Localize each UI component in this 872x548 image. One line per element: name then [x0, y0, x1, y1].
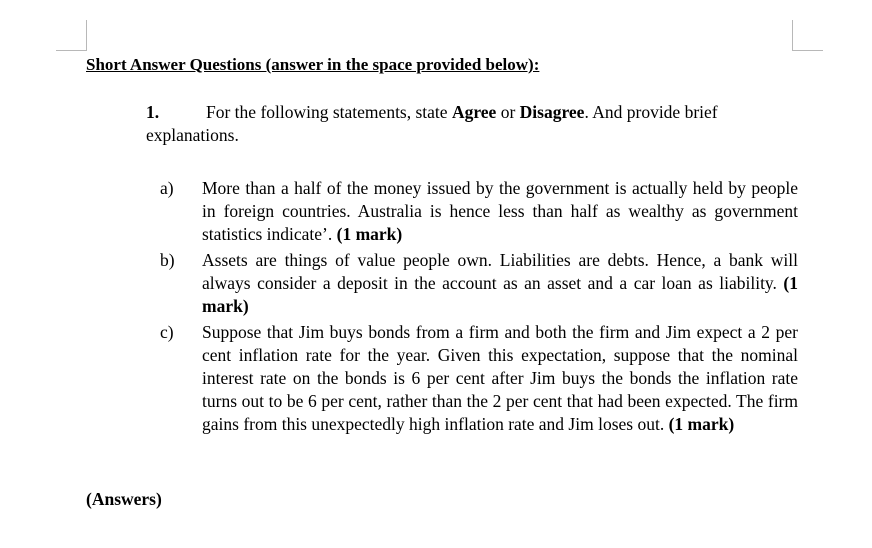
statement-marker: c) — [160, 322, 174, 342]
statement-text: Suppose that Jim buys bonds from a firm and both the firm and Jim expect a 2 per cent inflation rate for the year. Given this expectation, suppose that the nominal interest rate on the bonds is 6 per cent after Jim buys the bonds the inflation rate turns out to be 6 per cent, rather than the 2 per cent that had been expected. The firm gains from this unexpectedly high inflation rate and Jim loses out. (1 mark) — [202, 322, 798, 434]
agree-term: Agree — [451, 102, 497, 122]
question-text-or: or — [496, 102, 520, 122]
mark-value: (1 mark) — [336, 224, 403, 244]
statement-c — [160, 321, 798, 436]
question-1 — [146, 101, 798, 147]
question-text-before: For the following statements, state — [206, 102, 452, 122]
crop-mark-top-left-vertical — [86, 20, 87, 51]
statement-b — [160, 249, 798, 318]
answers-label: (Answers) — [86, 489, 162, 509]
crop-mark-top-right-horizontal — [792, 50, 823, 51]
statement-a — [160, 177, 798, 246]
crop-mark-top-left-horizontal — [56, 50, 87, 51]
statement-marker: b) — [160, 250, 175, 270]
question-number: 1. — [146, 102, 160, 122]
mark-value: (1 mark) — [202, 273, 798, 316]
crop-mark-top-right-vertical — [792, 20, 793, 51]
statement-text: More than a half of the money issued by the government is actually held by people in foreign countries. Australia is hence less than half as wealthy as government statistics indicate’. (1 mark) — [202, 178, 798, 244]
statement-list — [160, 177, 798, 439]
statement-marker: a) — [160, 178, 174, 198]
section-heading: Short Answer Questions (answer in the space provided below): — [86, 55, 540, 74]
disagree-term: Disagree — [519, 102, 585, 122]
question-text-after: . And provide brief explanations. — [146, 102, 718, 145]
statement-text: Assets are things of value people own. Liabilities are debts. Hence, a bank will always consider a deposit in the account as an asset and a car loan as liability. (1 mark) — [202, 250, 798, 316]
mark-value: (1 mark) — [668, 414, 735, 434]
